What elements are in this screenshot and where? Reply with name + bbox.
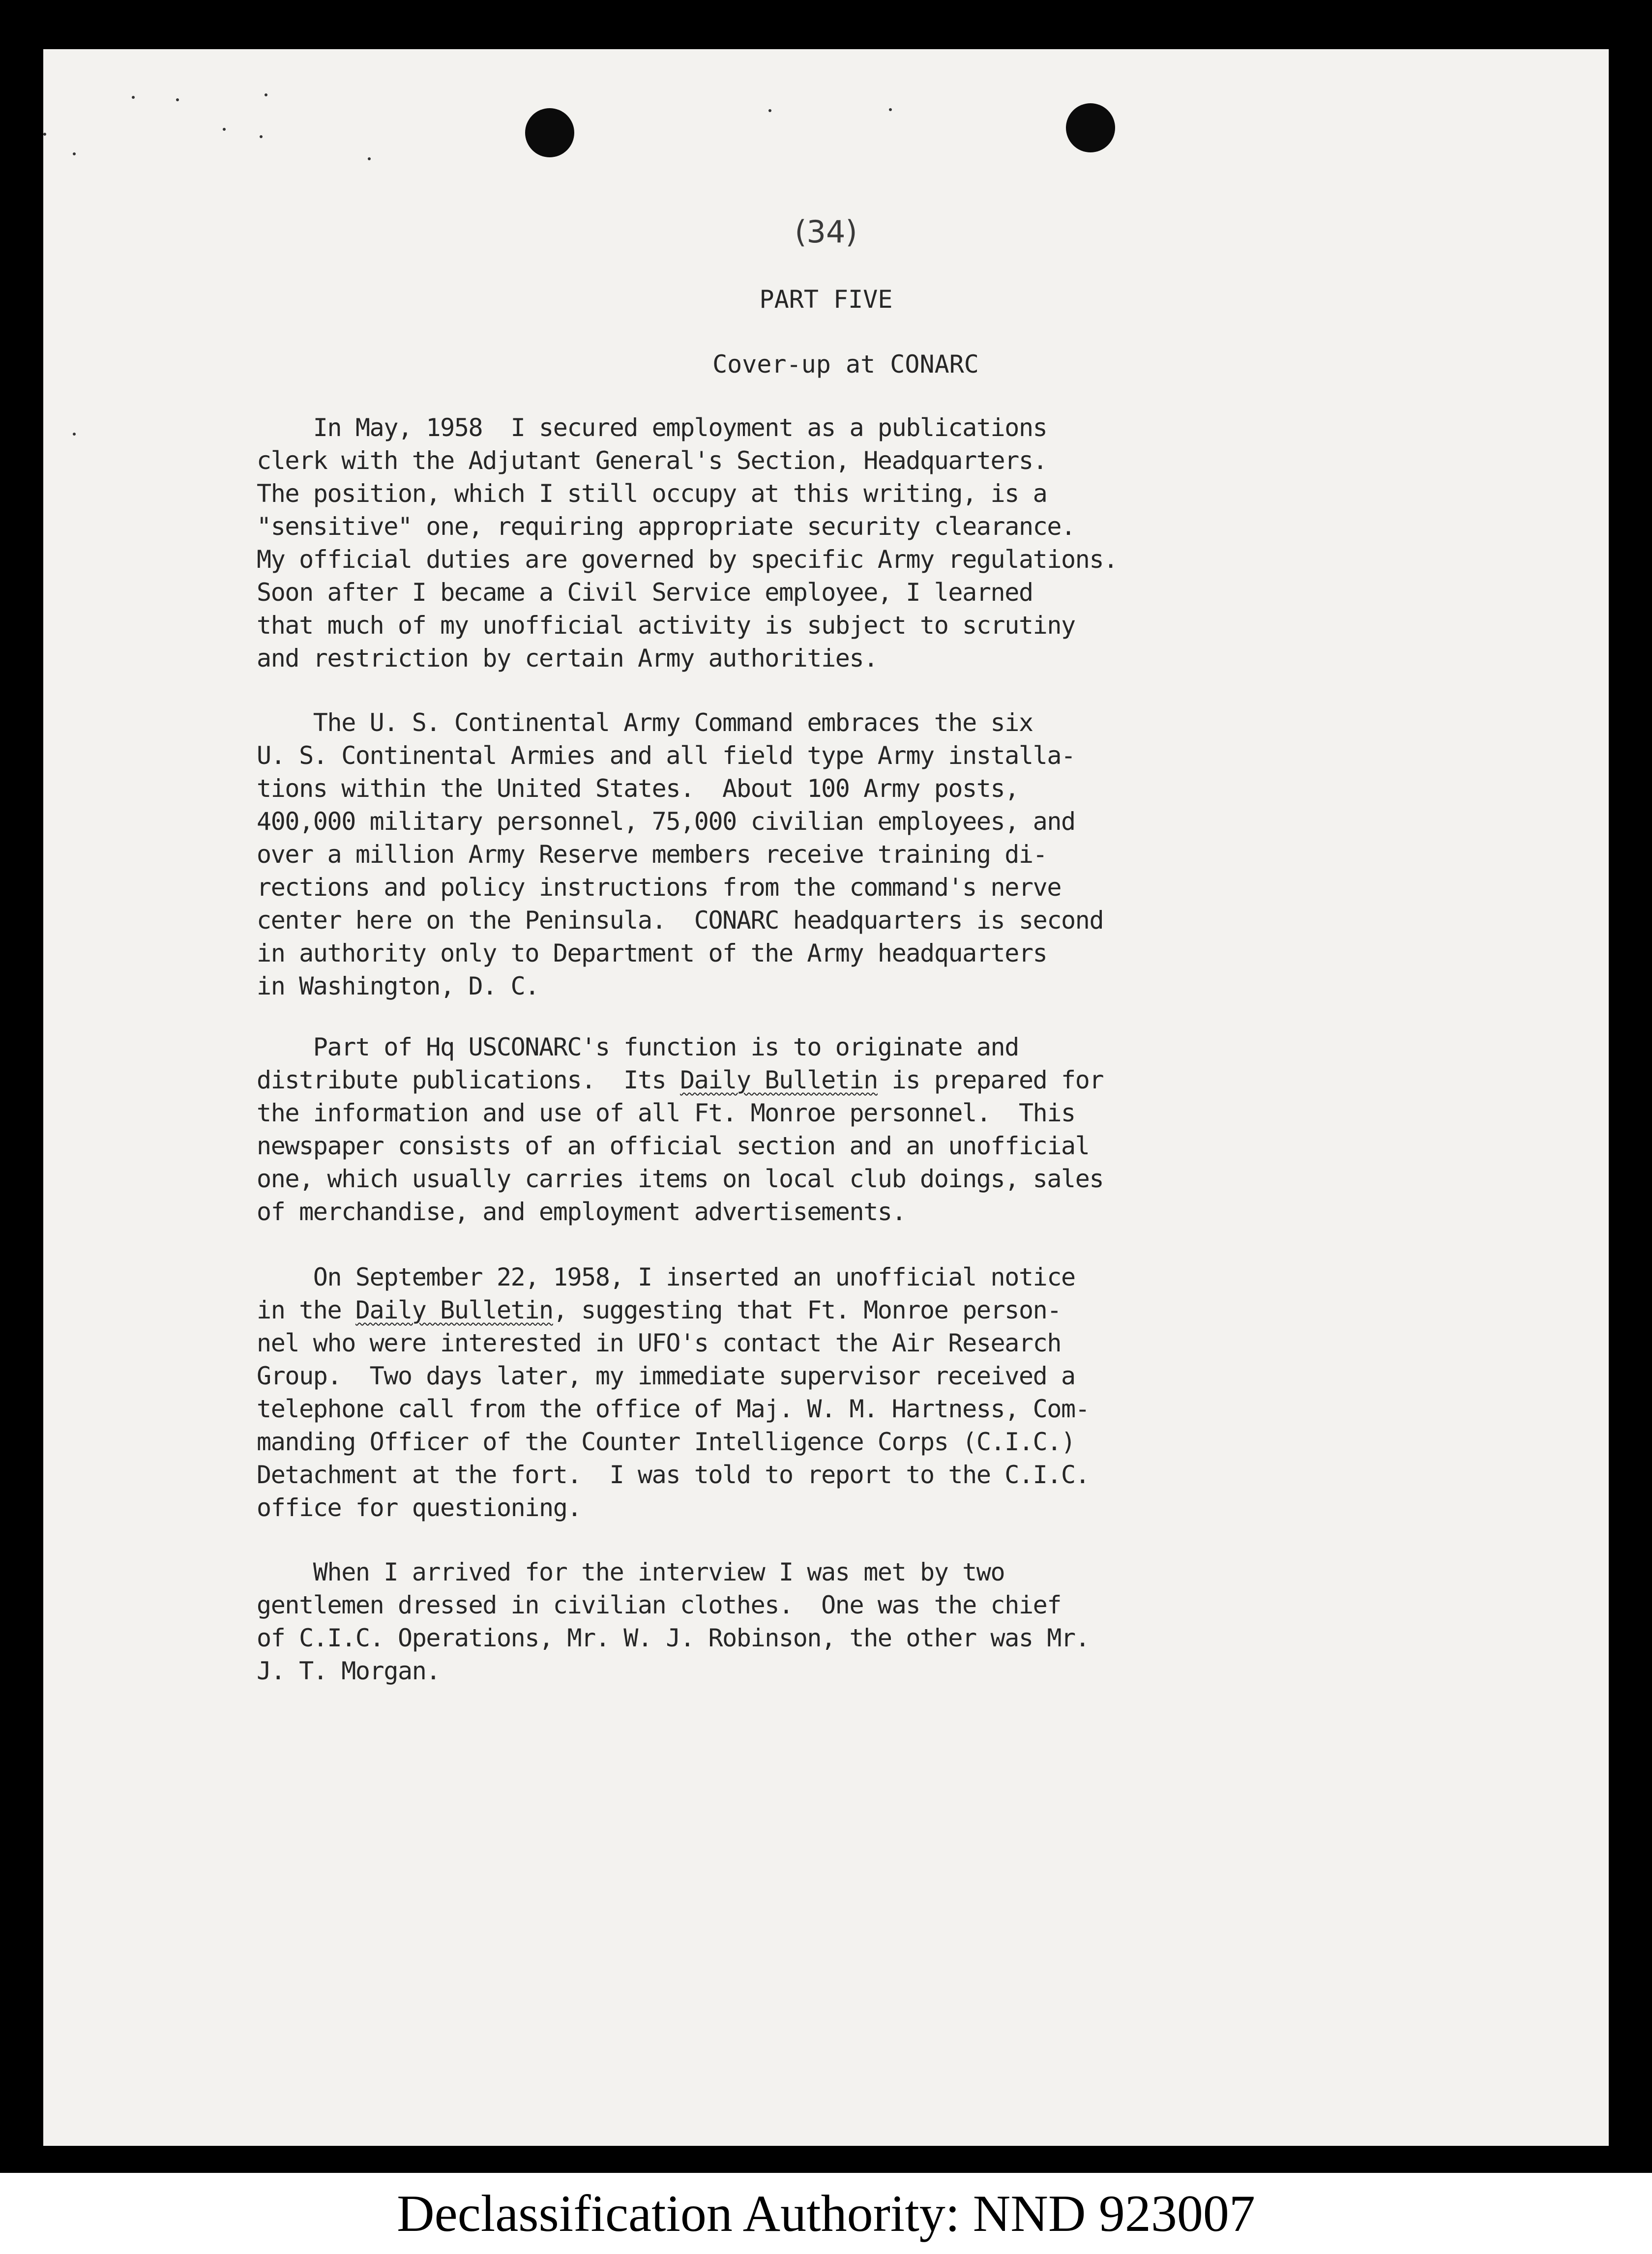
text-line: of C.I.C. Operations, Mr. W. J. Robinson, the other was Mr.	[257, 1624, 1090, 1652]
text-line: in Washington, D. C.	[257, 972, 539, 1000]
text-segment: in the	[257, 1296, 355, 1324]
text-line: and restriction by certain Army authorities.	[257, 644, 878, 673]
underlined-title: Daily Bulletin	[680, 1066, 878, 1094]
text-line: telephone call from the office of Maj. W. M. Hartness, Com-	[257, 1395, 1090, 1423]
paper-speck	[223, 128, 226, 131]
text-line: tions within the United States. About 100 Army posts,	[257, 774, 1019, 803]
paper-speck	[265, 93, 267, 96]
part-title: PART FIVE	[759, 285, 893, 314]
paragraph-2	[257, 706, 1289, 1003]
section-title: Cover-up at CONARC	[712, 350, 979, 379]
text-segment: , suggesting that Ft. Monroe person-	[553, 1296, 1062, 1324]
paragraph-1	[257, 411, 1289, 675]
paper-speck	[176, 98, 179, 101]
text-line: The position, which I still occupy at this writing, is a	[257, 479, 1047, 508]
text-line: one, which usually carries items on local club doings, sales	[257, 1165, 1104, 1193]
text-line: When I arrived for the interview I was met by two	[257, 1558, 1005, 1586]
underlined-title: Daily Bulletin	[355, 1296, 553, 1324]
text-line	[257, 1064, 1289, 1097]
paper-speck	[132, 96, 135, 99]
text-line: Part of Hq USCONARC's function is to originate and	[257, 1033, 1019, 1061]
punch-hole-right	[1066, 103, 1115, 152]
text-line: office for questioning.	[257, 1493, 582, 1522]
paper-speck	[768, 109, 771, 112]
text-line: On September 22, 1958, I inserted an unofficial notice	[257, 1263, 1075, 1291]
text-segment: distribute publications. Its	[257, 1066, 680, 1094]
text-line	[257, 1294, 1289, 1327]
paper-speck	[889, 108, 892, 111]
text-line: of merchandise, and employment advertisements.	[257, 1198, 906, 1226]
text-line: over a million Army Reserve members receive training di-	[257, 840, 1047, 869]
paper-speck	[43, 133, 46, 136]
text-line: gentlemen dressed in civilian clothes. One was the chief	[257, 1591, 1062, 1619]
text-line: clerk with the Adjutant General's Section, Headquarters.	[257, 446, 1047, 475]
text-line: Detachment at the fort. I was told to report to the C.I.C.	[257, 1461, 1090, 1489]
text-line: The U. S. Continental Army Command embraces the six	[257, 708, 1033, 737]
paragraph-3	[257, 1031, 1289, 1229]
page-number: (34)	[795, 214, 857, 250]
paper-speck	[260, 135, 263, 138]
declassification-footer: Declassification Authority: NND 923007	[0, 2173, 1652, 2254]
text-line: the information and use of all Ft. Monroe personnel. This	[257, 1099, 1075, 1127]
text-line: My official duties are governed by specific Army regulations.	[257, 545, 1118, 574]
text-line: J. T. Morgan.	[257, 1657, 441, 1685]
paper-speck	[73, 152, 76, 155]
text-line: 400,000 military personnel, 75,000 civilian employees, and	[257, 807, 1075, 836]
text-line: In May, 1958 I secured employment as a publications	[257, 413, 1047, 442]
text-line: center here on the Peninsula. CONARC headquarters is second	[257, 906, 1104, 935]
text-line: "sensitive" one, requiring appropriate security clearance.	[257, 512, 1075, 541]
text-line: Soon after I became a Civil Service employee, I learned	[257, 578, 1033, 607]
paper-speck	[368, 157, 371, 160]
text-line: in authority only to Department of the Army headquarters	[257, 939, 1047, 967]
text-line: Group. Two days later, my immediate supervisor received a	[257, 1362, 1075, 1390]
text-line: rections and policy instructions from the command's nerve	[257, 873, 1062, 902]
text-segment: is prepared for	[877, 1066, 1104, 1094]
paragraph-5	[257, 1556, 1289, 1688]
paragraph-4	[257, 1261, 1289, 1524]
text-line: U. S. Continental Armies and all field type Army installa-	[257, 741, 1075, 770]
text-line: newspaper consists of an official section and an unofficial	[257, 1132, 1090, 1160]
punch-hole-left	[525, 108, 574, 157]
paper-speck	[73, 433, 76, 436]
text-line: manding Officer of the Counter Intelligence Corps (C.I.C.)	[257, 1428, 1075, 1456]
text-line: that much of my unofficial activity is subject to scrutiny	[257, 611, 1075, 640]
text-line: nel who were interested in UFO's contact the Air Research	[257, 1329, 1062, 1357]
